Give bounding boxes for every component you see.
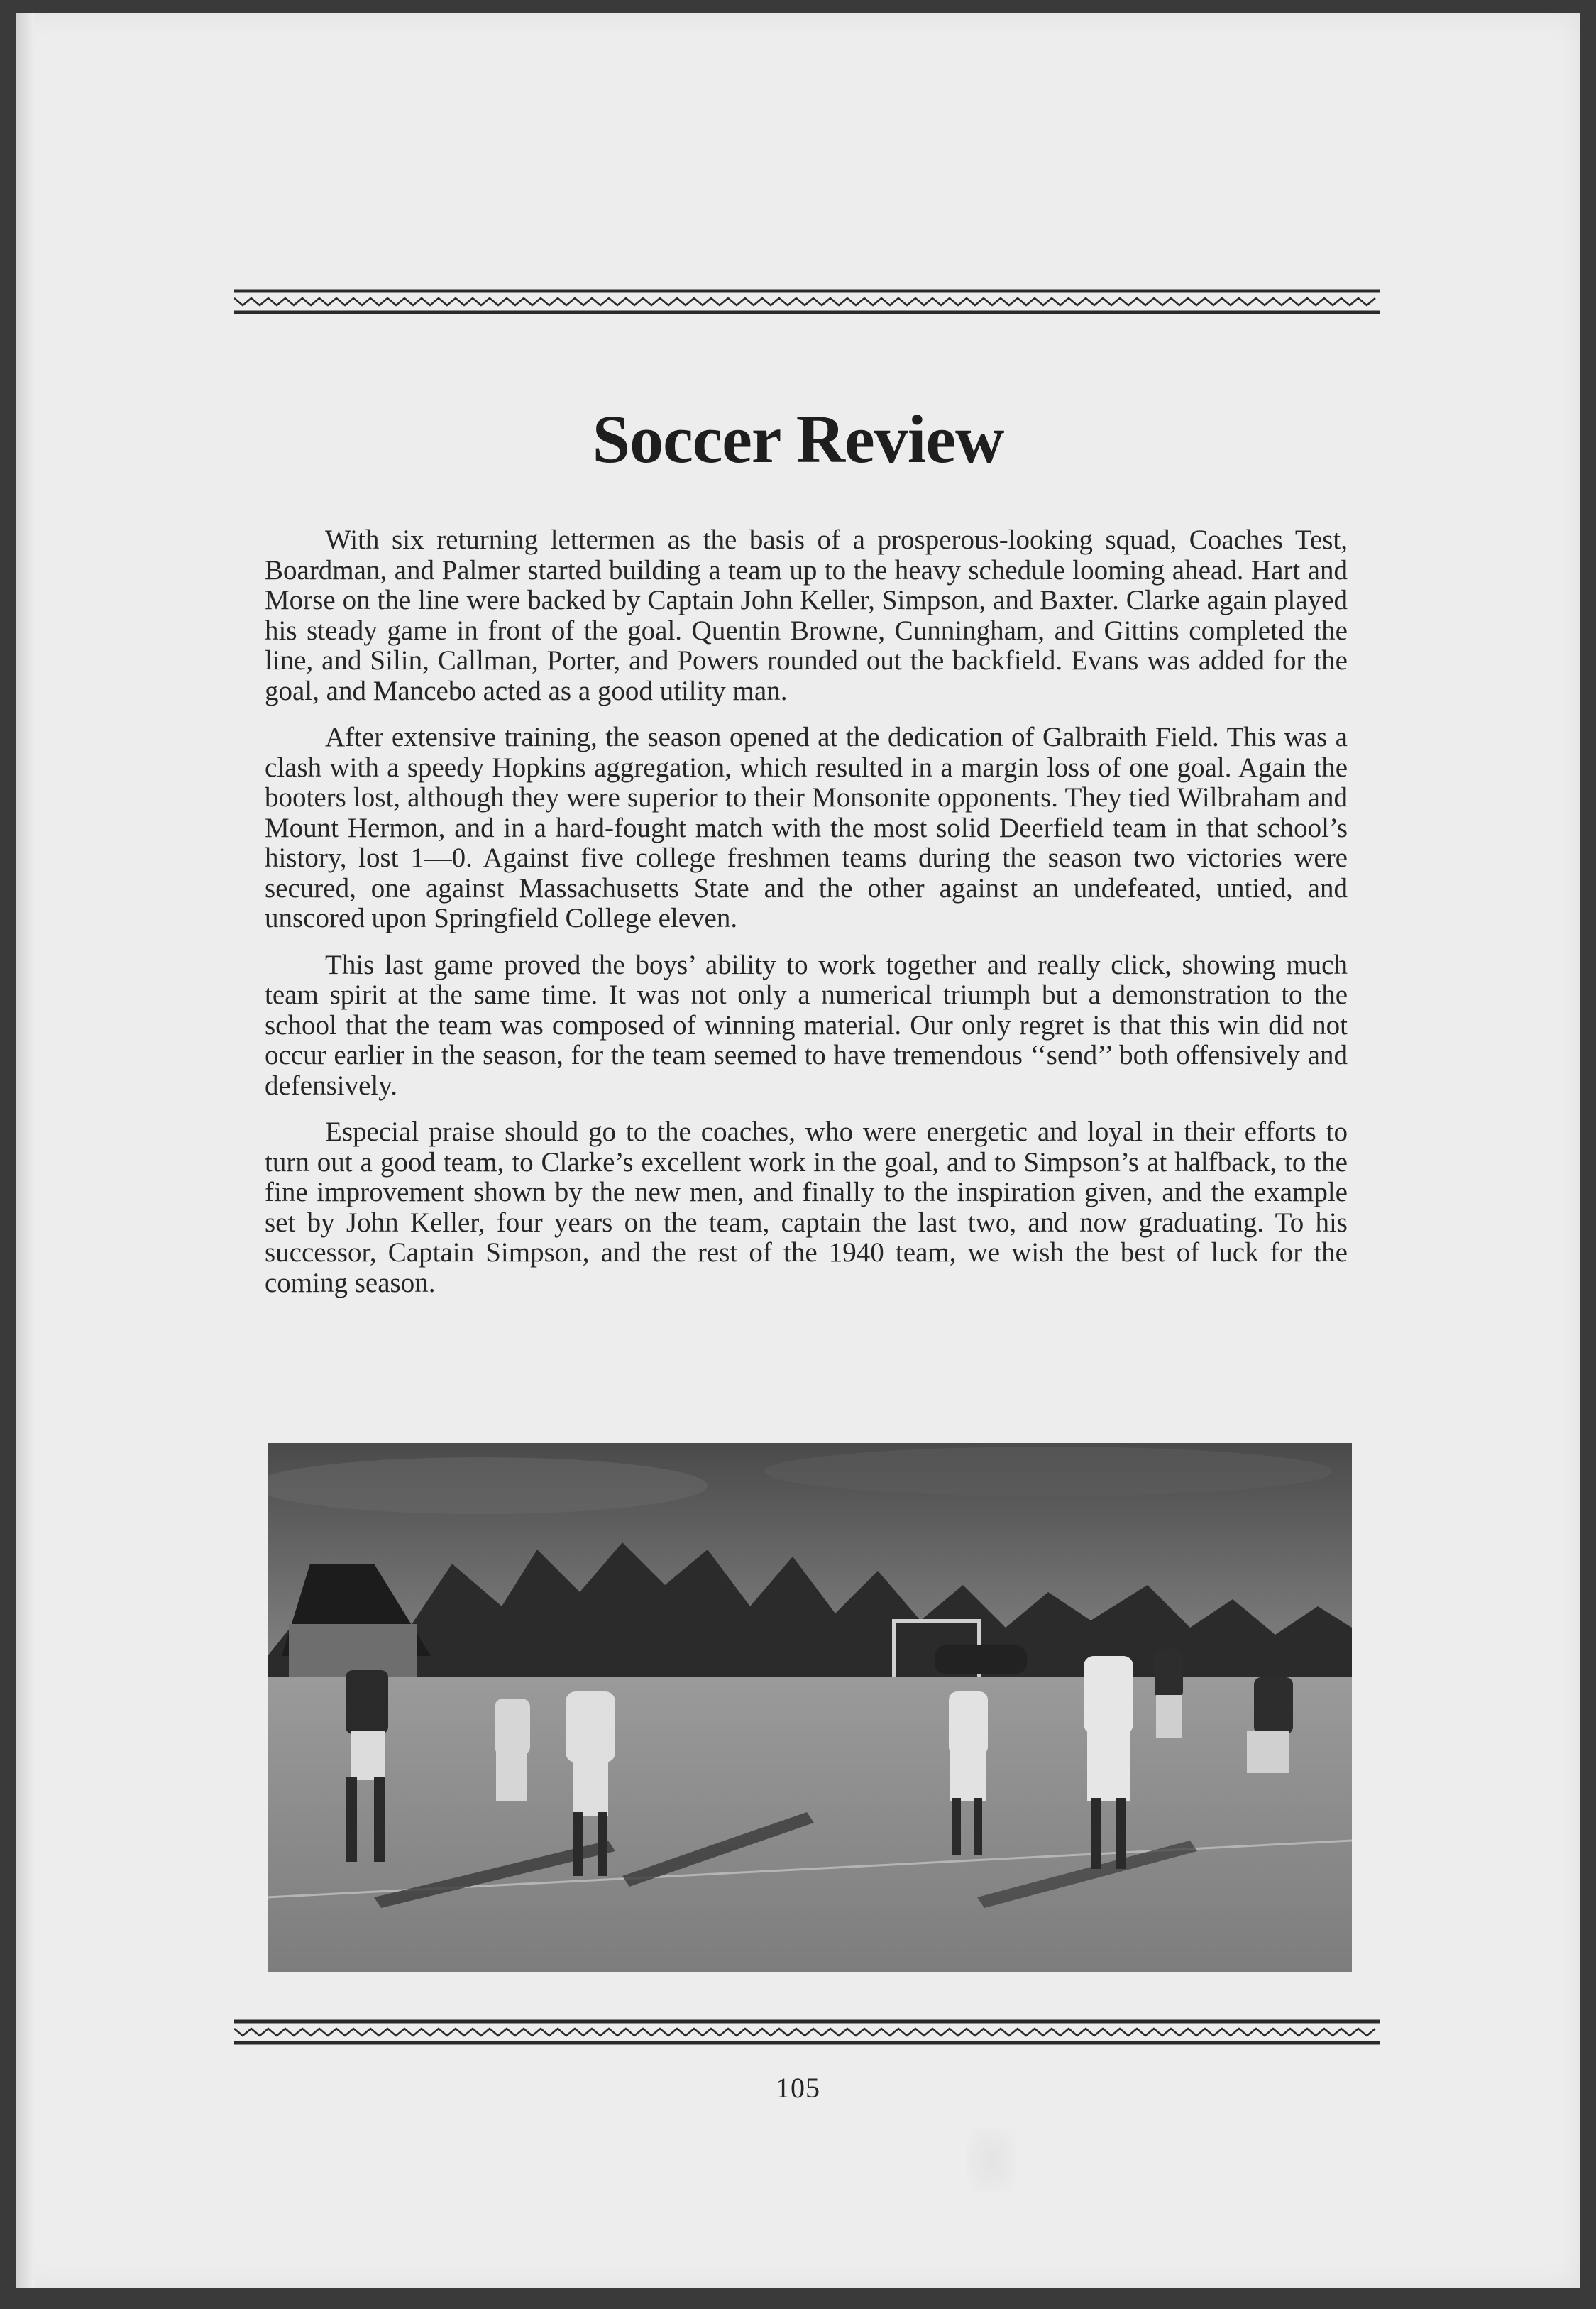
paragraph-2: After extensive training, the season opened at the dedication of Galbraith Field. This was a clash with a speedy Hopkins aggregation, which resulted in a margin loss of one goal. Again the booters lost, although they were superior to their Monsonite opponents. They tied Wilbraham and Mount Hermon, and in a hard-fought match with the most solid Deerfield team in that school’s history, lost 1—0. Against five college freshmen teams during the season two victories were secured, one against Massachusetts State and the other against an undefeated, untied, and unscored upon Springfield College eleven. [265, 722, 1348, 933]
paper-smudge [967, 2128, 1016, 2192]
bottom-decorative-rule [234, 2019, 1380, 2047]
article-body [265, 525, 1348, 1315]
paragraph-4: Especial praise should go to the coaches, who were energetic and loyal in their efforts to turn out a good team, to Clarke’s excellent work in the goal, and to Simpson’s at halfback, to the fine improvement shown by the new men, and finally to the inspiration given, and the example set by John Keller, four years on the team, captain the last two, and now graduating. To his successor, Captain Simpson, and the rest of the 1940 team, we wish the best of luck for the coming season. [265, 1117, 1348, 1298]
soccer-match-photo [268, 1443, 1352, 1972]
page-number: 105 [776, 2072, 820, 2104]
top-decorative-rule [234, 288, 1380, 317]
page-title: Soccer Review [592, 401, 1004, 477]
soccer-photo-icon [268, 1443, 1352, 1972]
page-spine-shadow [16, 13, 34, 2288]
paragraph-3: This last game proved the boys’ ability to work together and really click, showing much team spirit at the same time. It was not only a numerical triumph but a demonstration to the school that the team was composed of winning material. Our only regret is that this win did not occur earlier in the season, for the team seemed to have tremendous ‘‘send’’ both offensively and defensively. [265, 949, 1348, 1101]
paragraph-1: With six returning lettermen as the basis of a prosperous-looking squad, Coaches Test, Boardman, and Palmer started building a team up to the heavy schedule looming ahead. Hart and Morse on the line were backed by Captain John Keller, Simpson, and Baxter. Clarke again played his steady game in front of the goal. Quentin Browne, Cunningham, and Gittins completed the line, and Silin, Callman, Porter, and Powers rounded out the backfield. Evans was added for the goal, and Mancebo acted as a good utility man. [265, 525, 1348, 706]
book-page [16, 13, 1580, 2288]
